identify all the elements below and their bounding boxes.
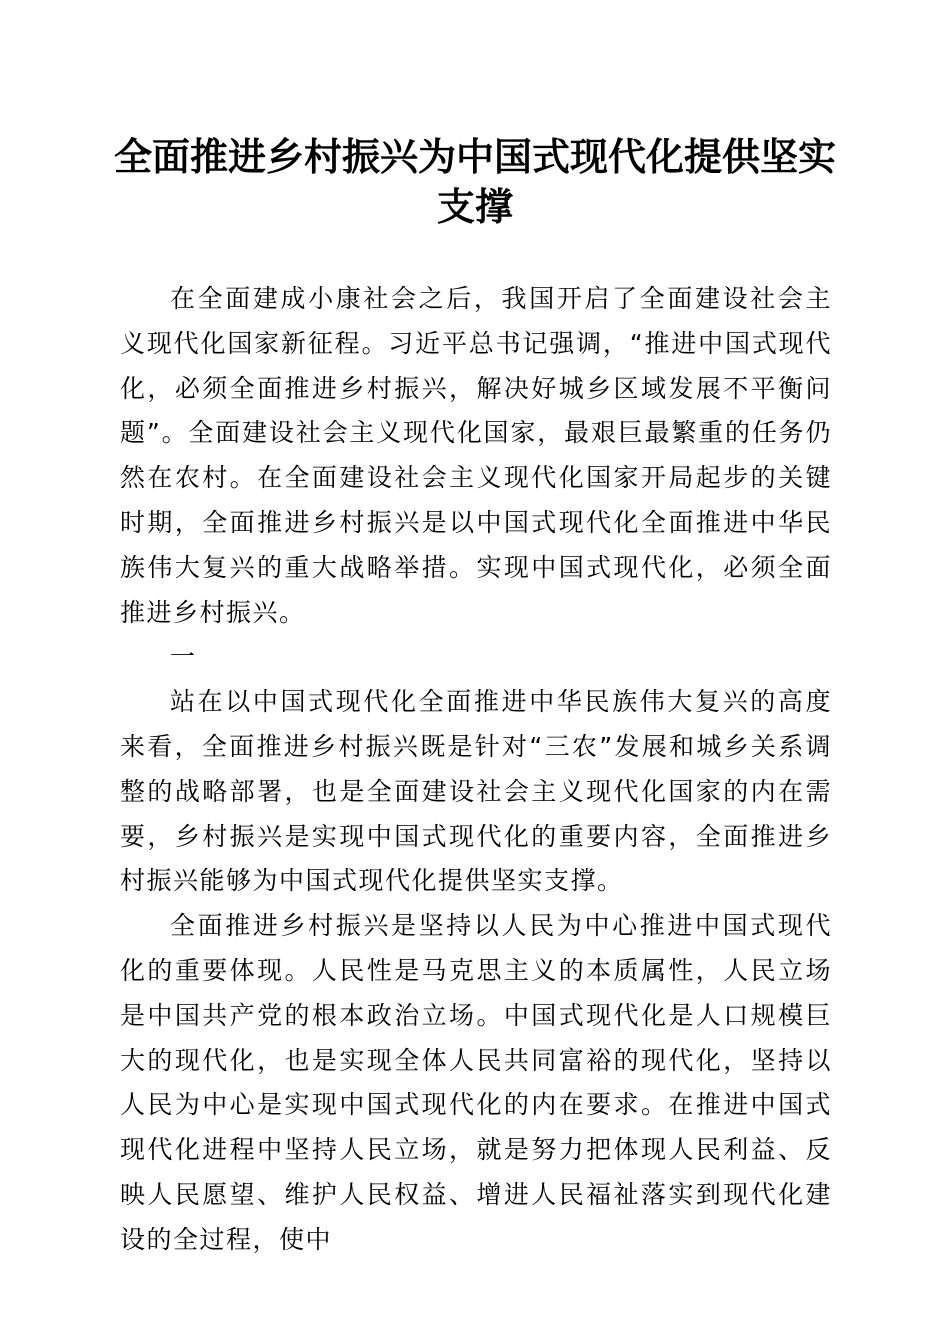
paragraph-overview: 站在以中国式现代化全面推进中华民族伟大复兴的高度来看，全面推进乡村振兴既是针对“三农”发展和城乡关系调整的战略部署，也是全面建设社会主义现代化国家的内在需要，乡村振兴是实现中国式现代化的重要内容，全面推进乡村振兴能够为中国式现代化提供坚实支撑。	[120, 687, 832, 896]
section-marker: 一	[170, 642, 197, 672]
document-title: 全面推进乡村振兴为中国式现代化提供坚实支撑	[113, 134, 836, 229]
paragraph-intro: 在全面建成小康社会之后，我国开启了全面建设社会主义现代化国家新征程。习近平总书记强调，“推进中国式现代化，必须全面推进乡村振兴，解决好城乡区域发展不平衡问题”。全面建设社会主义现代化国家，最艰巨最繁重的任务仍然在农村。在全面建设社会主义现代化国家开局起步的关键时期，全面推进乡村振兴是以中国式现代化全面推进中华民族伟大复兴的重大战略举措。实现中国式现代化，必须全面推进乡村振兴。	[120, 284, 832, 627]
document-body	[120, 277, 832, 1263]
paragraph-people-centered: 全面推进乡村振兴是坚持以人民为中心推进中国式现代化的重要体现。人民性是马克思主义的本质属性，人民立场是中国共产党的根本政治立场。中国式现代化是人口规模巨大的现代化，也是实现全体人民共同富裕的现代化，坚持以人民为中心是实现中国式现代化的内在要求。在推进中国式现代化进程中坚持人民立场，就是努力把体现人民利益、反映人民愿望、维护人民权益、增进人民福祉落实到现代化建设的全过程，使中	[120, 911, 832, 1254]
